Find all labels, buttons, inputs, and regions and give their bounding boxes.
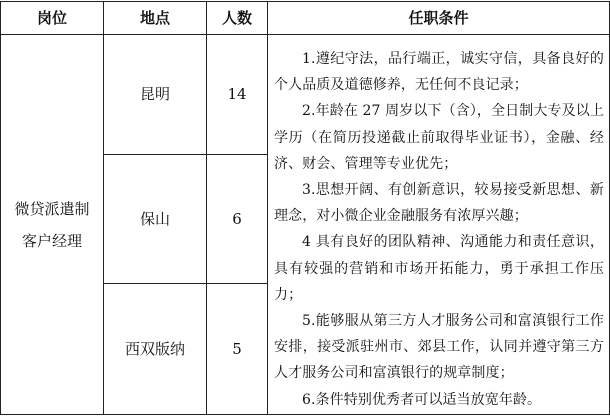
- count-cell: 14: [227, 85, 247, 103]
- count-cell: 5: [232, 339, 242, 358]
- location-cell: 昆明: [139, 85, 170, 103]
- requirement-item: 4 具有良好的团队精神、沟通能力和责任意识，具有较强的营销和市场开拓能力，勇于承担工作压力；: [274, 234, 604, 303]
- requirement-item: 5.能够服从第三方人才服务公司和富滇银行工作安排，接受派驻州市、郊县工作，认同并遵守第三方人才服务公司和富滇银行的规章制度；: [274, 313, 604, 382]
- header-count: 人数: [221, 8, 252, 27]
- requirements-cell: [274, 46, 604, 413]
- requirement-item: 3.思想开阔、有创新意识，较易接受新思想、新理念，对小微企业金融服务有浓厚兴趣；: [274, 182, 604, 225]
- position-title-line2: 客户经理: [21, 231, 82, 250]
- position-title-line1: 微贷派遣制: [14, 199, 90, 218]
- position-cell: [1, 35, 103, 414]
- location-cell: 保山: [139, 209, 170, 228]
- requirement-item: 6.条件特别优秀者可以适当放宽年龄。: [302, 391, 542, 408]
- requirement-item: 2.年龄在 27 周岁以下（含），全日制大专及以上学历（在简历投递截止前取得毕业证书），金融、经济、财会、管理等专业优先；: [274, 103, 604, 172]
- count-cell: 6: [232, 209, 242, 228]
- column-divider: [267, 1, 268, 415]
- location-cell: 西双版纳: [124, 339, 185, 358]
- header-requirements: 任职条件: [408, 8, 469, 27]
- table-border-bottom: [0, 414, 610, 415]
- requirement-item: 1.遵纪守法，品行端正，诚实守信，具备良好的个人品质及道德修养，无任何不良记录；: [274, 51, 604, 94]
- header-location: 地点: [139, 8, 170, 27]
- header-position: 岗位: [36, 8, 67, 27]
